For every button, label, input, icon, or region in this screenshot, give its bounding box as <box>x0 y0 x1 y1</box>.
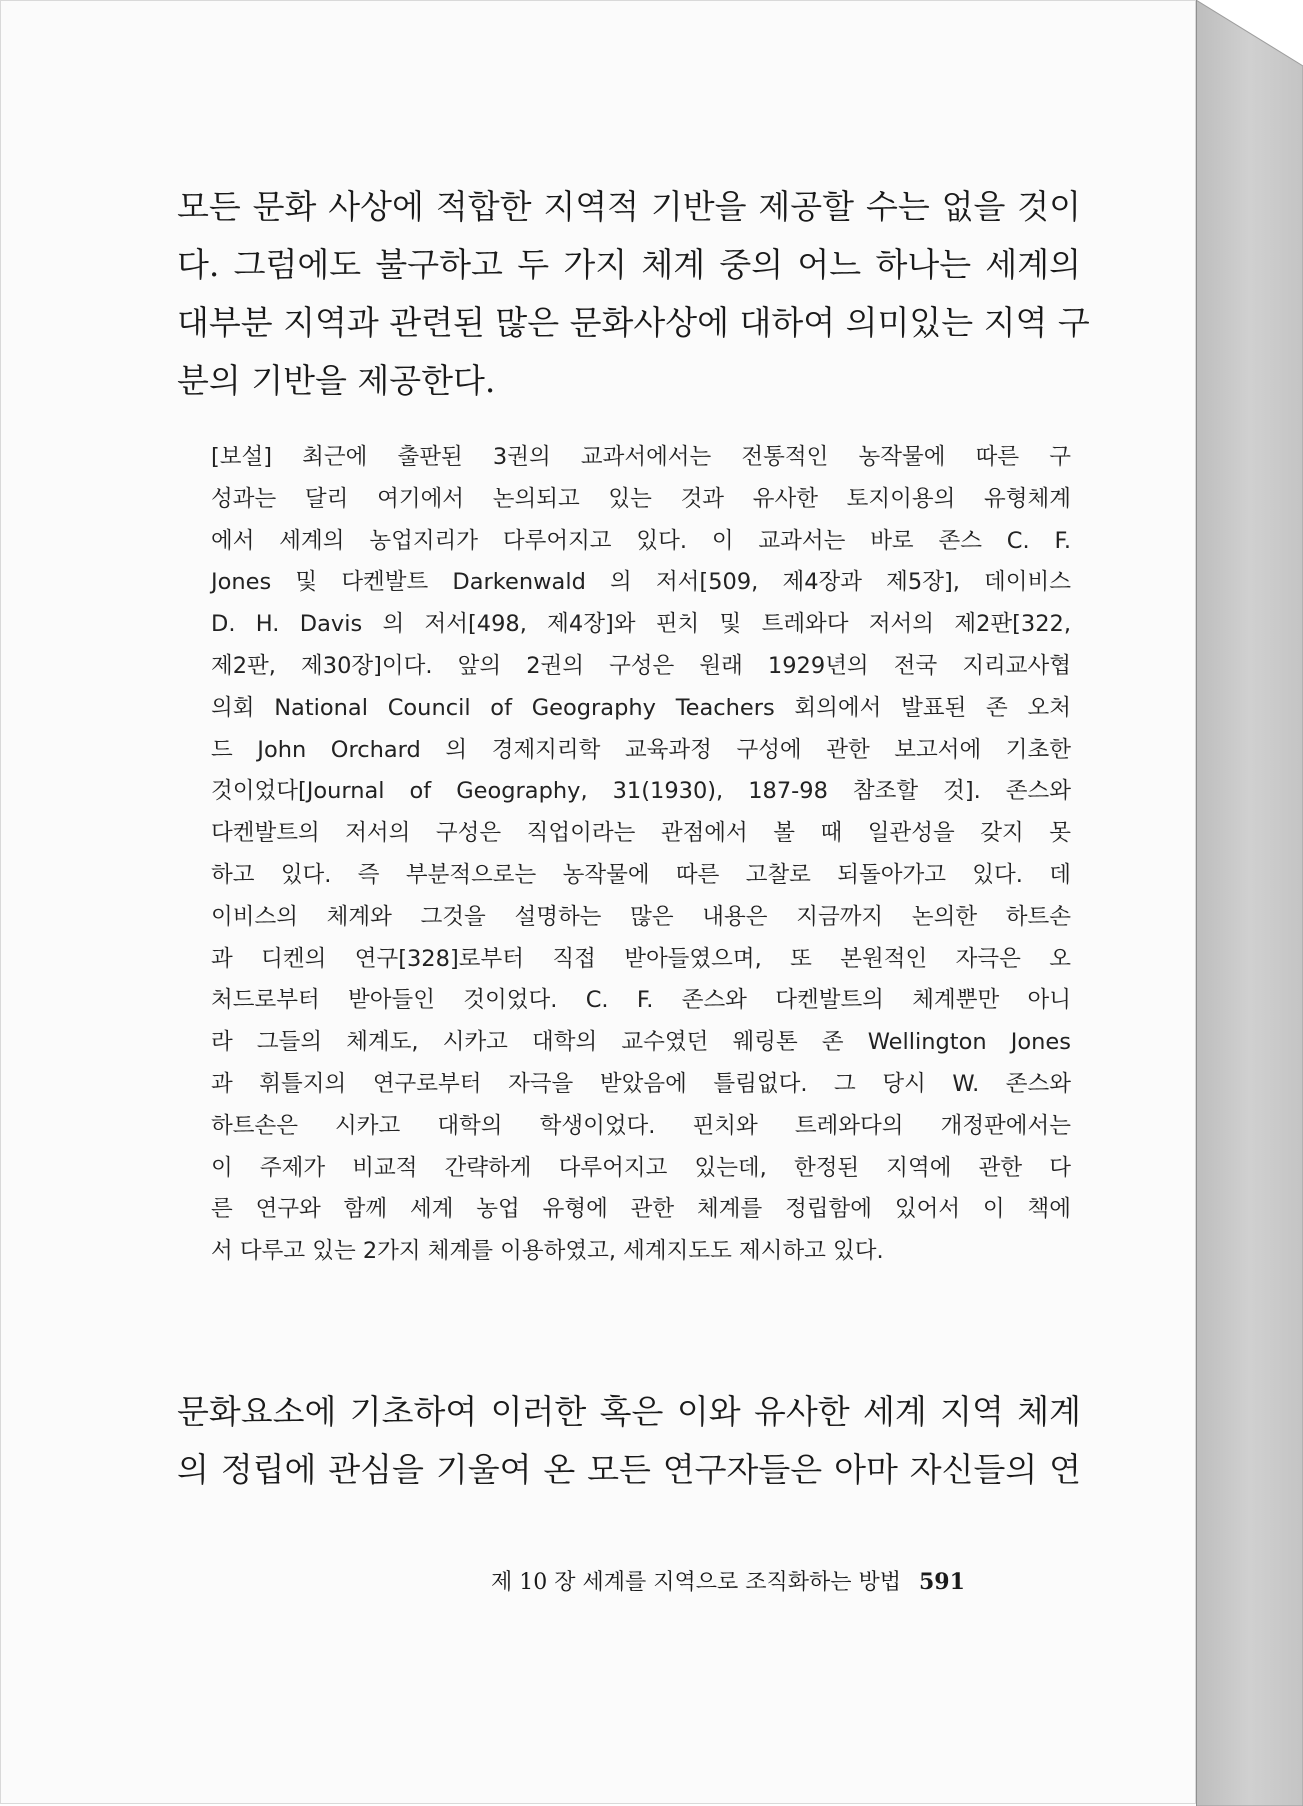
page-number: 591 <box>919 1569 965 1595</box>
note-line: 제2판, 제30장]이다. 앞의 2권의 구성은 원래 1929년의 전국 지리교사협 <box>211 652 1071 679</box>
note-line: 과 디켄의 연구[328]로부터 직접 받아들였으며, 또 본원적인 자극은 오 <box>211 945 1071 972</box>
note-line: 이 주제가 비교적 간략하게 다루어지고 있는데, 한정된 지역에 관한 다 <box>211 1154 1071 1181</box>
paragraph-bottom <box>177 1383 1081 1499</box>
supplementary-note <box>211 437 1071 1273</box>
note-line: 이비스의 체계와 그것을 설명하는 많은 내용은 지금까지 논의한 하트손 <box>211 903 1071 930</box>
note-line: 서 다루고 있는 2가지 체계를 이용하였고, 세계지도도 제시하고 있다. <box>211 1238 884 1265</box>
note-line: D. H. Davis 의 저서[498, 제4장]와 핀치 및 트레와다 저서의 제2판[322, <box>211 611 1071 638</box>
note-line: 하고 있다. 즉 부분적으로는 농작물에 따른 고찰로 되돌아가고 있다. 데 <box>211 861 1071 888</box>
note-line: Jones 및 다켄발트 Darkenwald 의 저서[509, 제4장과 제5장], 데이비스 <box>211 569 1071 596</box>
paragraph-top-line: 대부분 지역과 관련된 많은 문화사상에 대하여 의미있는 지역 구 <box>177 303 1090 342</box>
note-line: 과 휘틀지의 연구로부터 자극을 받았음에 틀림없다. 그 당시 W. 존스와 <box>211 1070 1071 1097</box>
paragraph-top-line: 분의 기반을 제공한다. <box>177 361 496 400</box>
note-line: 것이었다[Journal of Geography, 31(1930), 187-98 참조할 것]. 존스와 <box>211 778 1071 805</box>
chapter-title: 제 10 장 세계를 지역으로 조직화하는 방법 <box>491 1570 901 1595</box>
page-footer <box>491 1565 1051 1596</box>
paragraph-bottom-line: 문화요소에 기초하여 이러한 혹은 이와 유사한 세계 지역 체계 <box>177 1392 1081 1431</box>
note-line: 라 그들의 체계도, 시카고 대학의 교수였던 웨링톤 존 Wellington Jones <box>211 1029 1071 1056</box>
book-spine-shape <box>1196 0 1303 1806</box>
note-line: 에서 세계의 농업지리가 다루어지고 있다. 이 교과서는 바로 존스 C. F. <box>211 527 1071 554</box>
note-line: 하트손은 시카고 대학의 학생이었다. 핀치와 트레와다의 개정판에서는 <box>211 1112 1071 1139</box>
note-line: 의회 National Council of Geography Teachers 회의에서 발표된 존 오처 <box>211 694 1071 721</box>
note-line: [보설] 최근에 출판된 3권의 교과서에서는 전통적인 농작물에 따른 구 <box>211 444 1071 470</box>
book-spine-edge <box>1196 0 1303 1806</box>
note-line: 다켄발트의 저서의 구성은 직업이라는 관점에서 볼 때 일관성을 갖지 못 <box>211 820 1071 847</box>
note-line: 성과는 달리 여기에서 논의되고 있는 것과 유사한 토지이용의 유형체계 <box>211 485 1071 512</box>
note-line: 드 John Orchard 의 경제지리학 교육과정 구성에 관한 보고서에 기초한 <box>211 736 1071 763</box>
paragraph-top-line: 다. 그럼에도 불구하고 두 가지 체계 중의 어느 하나는 세계의 <box>177 245 1081 284</box>
paragraph-top-line: 모든 문화 사상에 적합한 지역적 기반을 제공할 수는 없을 것이 <box>177 187 1081 226</box>
paragraph-top <box>177 178 1090 410</box>
note-line: 처드로부터 받아들인 것이었다. C. F. 존스와 다켄발트의 체계뿐만 아니 <box>211 987 1071 1014</box>
paragraph-bottom-line: 의 정립에 관심을 기울여 온 모든 연구자들은 아마 자신들의 연 <box>177 1450 1081 1489</box>
note-line: 른 연구와 함께 세계 농업 유형에 관한 체계를 정립함에 있어서 이 책에 <box>211 1196 1071 1223</box>
